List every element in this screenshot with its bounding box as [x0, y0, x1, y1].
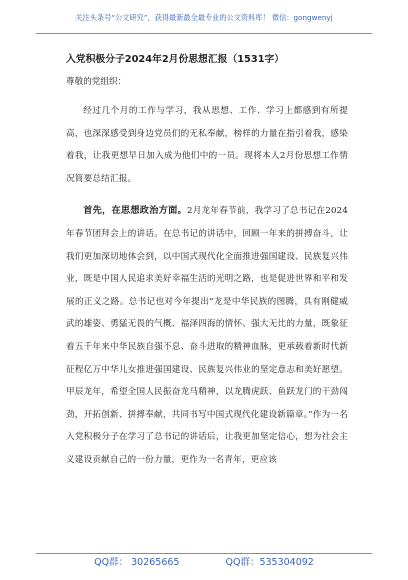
- header-banner: [36, 3, 372, 34]
- paragraph-political-body: 2月龙年春节前，我学习了总书记在2024年春节团拜会上的讲话。在总书记的讲话中，回顾一年来的拼搏奋斗，让我们更加深切地体会到，以中国式现代化全面推进强国建设、民族复兴伟业，既是中国人民追求美好幸福生活的光明之路，也是促进世界和平和发展的正义之路。总书记也对今年提出“龙是中华民族的图腾，具有刚健威武的雄姿、勇猛无畏的气概、福泽四海的情怀、强大无比的力量，既象征着五千年来中华民族自强不息、奋斗进取的精神血脉，更承载着新时代新征程亿万中华儿女推进强国建设、民族复兴伟业的坚定意志和美好愿望。甲辰龙年，希望全国人民振奋龙马精神，以龙腾虎跃、鱼跃龙门的干劲闯劲，开拓创新、拼搏奉献，共同书写中国式现代化建设新篇章。”作为一名入党积极分子在学习了总书记的讲话后，让我更加坚定信心，想为社会主义建设贡献自己的一份力量，更作为一名青年，更应该: [66, 206, 348, 465]
- document-title: 入党积极分子2024年2月份思想汇报（1531字）: [66, 54, 285, 65]
- footer-banner: [36, 553, 372, 570]
- document-body: [66, 52, 348, 472]
- header-banner-text: 关注头条号“公文研究”，获得最新最全最专业的公文资料库！ 微信：gongwenyj: [75, 13, 333, 22]
- footer-qq-group-1: QQ群： 30265665: [94, 557, 180, 568]
- paragraph-intro: 经过几个月的工作与学习，我从思想、工作、学习上都感到有所提高，也深深感受到身边党员们的无私奉献，榜样的力量在指引着我，感染着我，让我更想早日加入成为他们中的一员。现将本人2月份思想工作情况简要总结汇报。: [66, 106, 348, 184]
- salutation: 尊敬的党组织：: [66, 77, 127, 87]
- footer-qq-group-2: QQ群：535304092: [225, 557, 314, 568]
- paragraph-lead-heading: 首先，在思想政治方面。: [83, 205, 187, 217]
- paragraph-political: [66, 200, 348, 471]
